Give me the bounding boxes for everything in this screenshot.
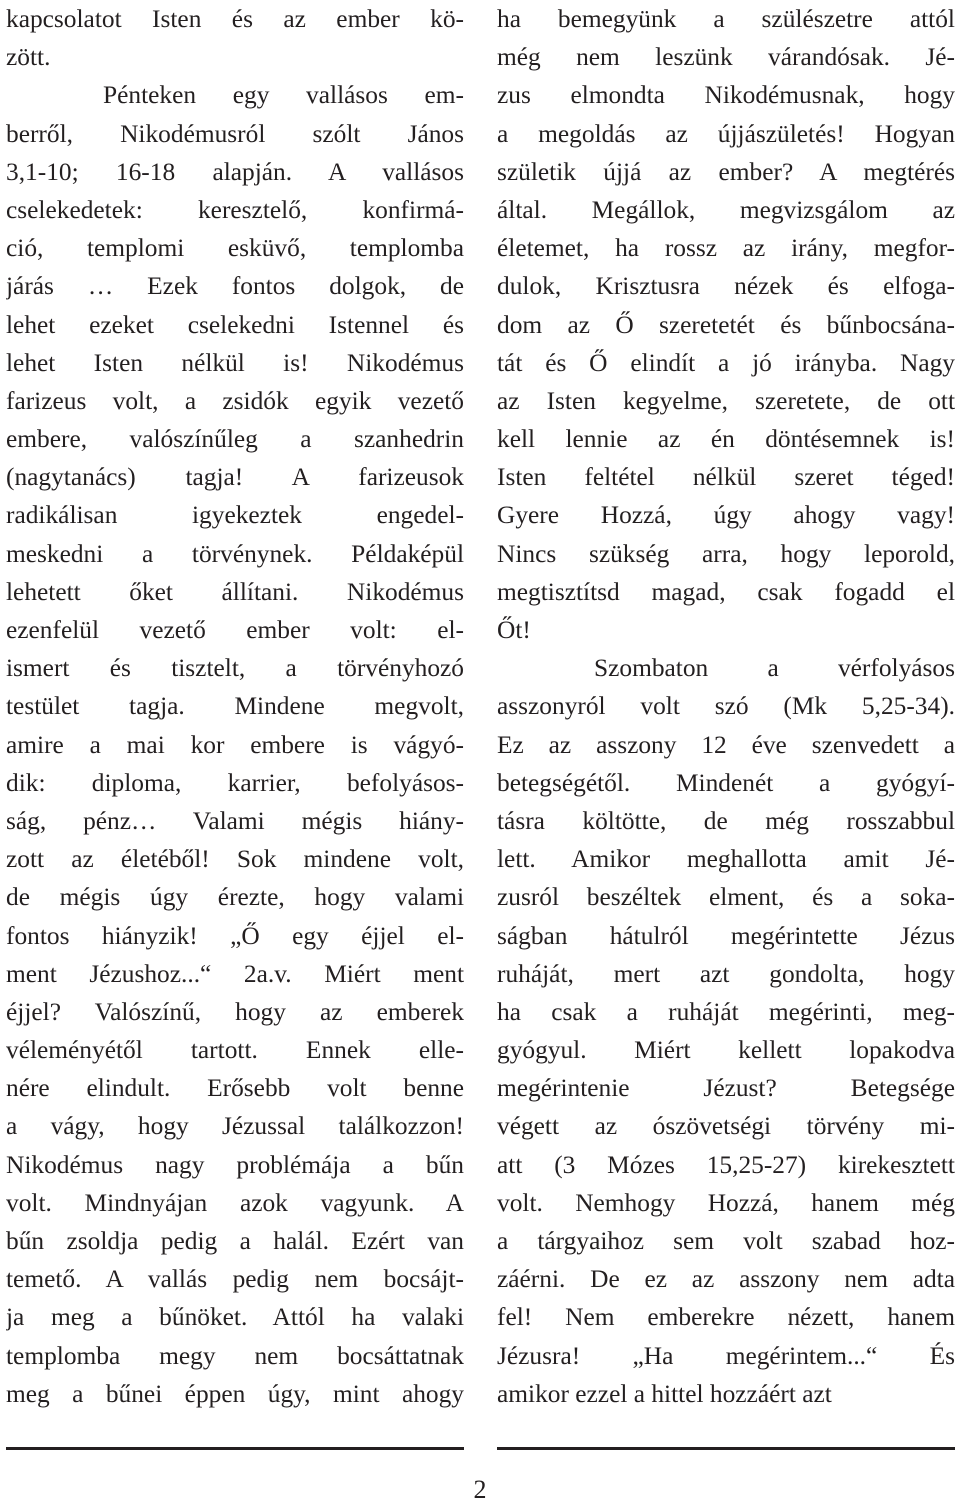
- text-line: att (3 Mózes 15,25-27) kirekesztett: [497, 1150, 955, 1179]
- text-line: véleményétől tartott. Ennek elle-: [6, 1036, 464, 1065]
- text-line: zus elmondta Nikodémusnak, hogy: [497, 81, 955, 110]
- text-line: lehet ezeket cselekedni Istennel és: [6, 310, 464, 339]
- text-line: volt. Mindnyájan azok vagyunk. A: [6, 1188, 464, 1217]
- text-line: végett az ószövetségi törvény mi-: [497, 1112, 955, 1141]
- text-line: éjjel? Valószínű, hogy az emberek: [6, 997, 464, 1026]
- text-line: dom az Ő szeretetét és bűnbocsána-: [497, 310, 955, 339]
- text-line: ság, pénz… Valami mégis hiány-: [6, 806, 464, 835]
- text-line: ment Jézushoz...“ 2a.v. Miért ment: [6, 959, 464, 988]
- text-line: (nagytanács) tagja! A farizeusok: [6, 463, 464, 492]
- text-line: dulok, Krisztusra nézek és elfoga-: [497, 272, 955, 301]
- text-line: Gyere Hozzá, úgy ahogy vagy!: [497, 501, 955, 530]
- text-line: berről, Nikodémusról szólt János: [6, 119, 464, 148]
- text-line: zött.: [6, 43, 51, 72]
- text-line: embere, valószínűleg a szanhedrin: [6, 425, 464, 454]
- text-line: járás … Ezek fontos dolgok, de: [6, 272, 464, 301]
- text-line: megérintenie Jézust? Betegsége: [497, 1074, 955, 1103]
- text-line: Pénteken egy vallásos em-: [103, 81, 464, 110]
- text-line: megtisztítsd magad, csak fogadd el: [497, 577, 955, 606]
- text-line: gyógyul. Miért kellett lopakodva: [497, 1036, 955, 1065]
- text-line: asszonyról volt szó (Mk 5,25-34).: [497, 692, 955, 721]
- text-line: Őt!: [497, 616, 531, 644]
- text-line: fel! Nem emberekre nézett, hanem: [497, 1303, 955, 1332]
- text-line: dik: diploma, karrier, befolyásos-: [6, 768, 464, 797]
- text-line: ha bemegyünk a szülészetre attól: [497, 5, 955, 33]
- text-line: testület tagja. Mindene megvolt,: [6, 692, 464, 721]
- text-line: Jézusra! „Ha megérintem...“ És: [497, 1341, 955, 1370]
- text-line: lehet Isten nélkül is! Nikodémus: [6, 348, 464, 377]
- text-line: lett. Amikor meghallotta amit Jé-: [497, 845, 955, 874]
- text-line: fontos hiányzik! „Ő egy éjjel el-: [6, 921, 464, 950]
- text-line: kapcsolatot Isten és az ember kö-: [6, 5, 464, 33]
- text-line: ismert és tisztelt, a törvényhozó: [6, 654, 464, 683]
- text-line: Szombaton a vérfolyásos: [594, 654, 955, 683]
- text-line: temető. A vallás pedig nem bocsájt-: [6, 1265, 464, 1294]
- text-line: zott az életéből! Sok mindene volt,: [6, 845, 464, 874]
- text-line: születik újjá az ember? A megtérés: [497, 157, 955, 186]
- text-line: Nincs szükség arra, hogy leporold,: [497, 539, 955, 568]
- text-line: amikor ezzel a hittel hozzáért azt: [497, 1379, 832, 1408]
- text-line: Ez az asszony 12 éve szenvedett a: [497, 730, 955, 759]
- text-line: templomba megy nem bocsáttatnak: [6, 1341, 464, 1370]
- text-line: cselekedetek: keresztelő, konfirmá-: [6, 195, 464, 224]
- text-line: a tárgyaihoz sem volt szabad hoz-: [497, 1227, 955, 1255]
- text-line: radikálisan igyekeztek engedel-: [6, 501, 464, 530]
- text-line: Isten feltétel nélkül szeret téged!: [497, 463, 955, 492]
- text-line: a megoldás az újjászületés! Hogyan: [497, 119, 955, 148]
- text-line: 3,1-10; 16-18 alapján. A vallásos: [6, 157, 464, 186]
- right-column-divider: [497, 1447, 955, 1450]
- text-line: ja meg a bűnöket. Attól ha valaki: [6, 1303, 464, 1332]
- text-line: a vágy, hogy Jézussal találkozzon!: [6, 1112, 464, 1141]
- text-line: életemet, ha rossz az irány, megfor-: [497, 234, 955, 263]
- text-line: által. Megállok, megvizsgálom az: [497, 195, 955, 224]
- page-number: 2: [473, 1475, 487, 1504]
- text-line: zusról beszéltek elment, és a soka-: [497, 883, 955, 912]
- text-line: amire a mai kor embere is vágyó-: [6, 730, 464, 759]
- text-line: nére elindult. Erősebb volt benne: [6, 1074, 464, 1103]
- text-line: bűn zsoldja pedig a halál. Ezért van: [6, 1227, 464, 1255]
- text-line: ságban hátulról megérintette Jézus: [497, 921, 955, 950]
- text-line: betegségétől. Mindenét a gyógyí-: [497, 768, 955, 797]
- text-line: farizeus volt, a zsidók egyik vezető: [6, 386, 464, 415]
- left-column-divider: [6, 1447, 464, 1450]
- text-line: meskedni a törvénynek. Példaképül: [6, 539, 464, 568]
- text-line: ezenfelül vezető ember volt: el-: [6, 616, 464, 644]
- text-line: az Isten kegyelme, szeretete, de ott: [497, 386, 955, 415]
- text-line: záérni. De ez az asszony nem adta: [497, 1265, 955, 1294]
- text-line: kell lennie az én döntésemnek is!: [497, 425, 955, 454]
- right-text-column: [497, 0, 955, 1413]
- text-line: volt. Nemhogy Hozzá, hanem még: [497, 1188, 955, 1217]
- text-line: Nikodémus nagy problémája a bűn: [6, 1150, 464, 1179]
- text-line: meg a bűnei éppen úgy, mint ahogy: [6, 1379, 464, 1408]
- text-line: lehetett őket állítani. Nikodémus: [6, 577, 464, 606]
- text-line: tásra költötte, de még rosszabbul: [497, 806, 955, 835]
- text-line: de mégis úgy érezte, hogy valami: [6, 883, 464, 912]
- text-line: ha csak a ruháját megérinti, meg-: [497, 997, 955, 1026]
- text-line: ruháját, mert azt gondolta, hogy: [497, 959, 955, 988]
- left-text-column: [6, 0, 464, 1413]
- text-line: tát és Ő elindít a jó irányba. Nagy: [497, 348, 955, 377]
- text-line: még nem leszünk várandósak. Jé-: [497, 43, 955, 72]
- text-line: ció, templomi esküvő, templomba: [6, 234, 464, 263]
